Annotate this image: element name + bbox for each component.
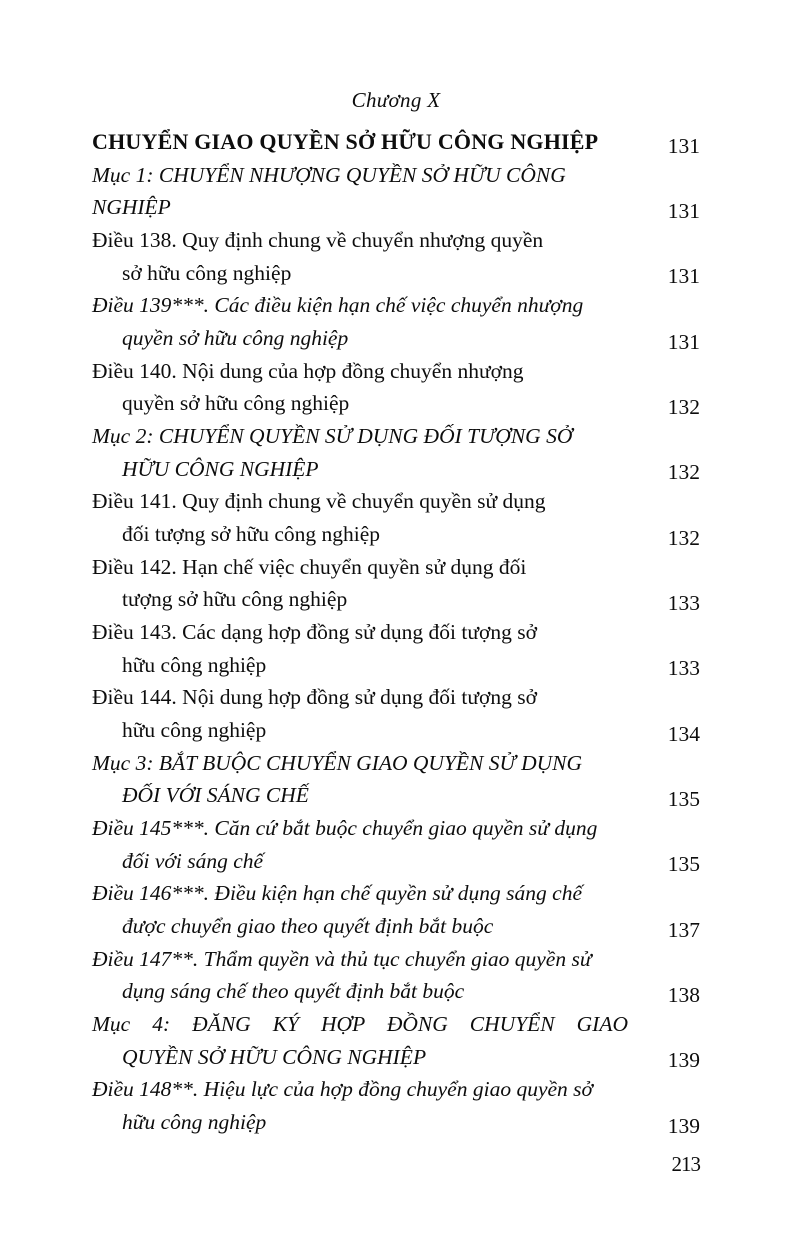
toc-page-number: 135 (667, 787, 700, 812)
toc-row[interactable] (92, 125, 700, 159)
toc-row[interactable] (92, 1008, 700, 1073)
toc-entry-dieu-145 (92, 812, 628, 877)
toc-entry-line: Mục 1: CHUYỂN NHƯỢNG QUYỀN SỞ HỮU CÔNG NGHIỆP (92, 162, 566, 220)
toc-entry-line: Điều 140. Nội dung của hợp đồng chuyển nhượng (92, 358, 524, 383)
page-folio: 213 (671, 1152, 700, 1176)
toc-row[interactable] (92, 1073, 700, 1138)
toc-page-number: 133 (667, 656, 700, 681)
toc-page-number: 139 (667, 1048, 700, 1073)
toc-entry-dieu-139 (92, 289, 628, 354)
toc-entry-dieu-143 (92, 616, 628, 681)
toc-entry-line: Điều 143. Các dạng hợp đồng sử dụng đối tượng sở (92, 620, 537, 645)
toc-page-number: 133 (667, 591, 700, 616)
toc-entry-dieu-138 (92, 224, 628, 289)
toc-row[interactable] (92, 812, 700, 877)
toc-entry-line: ĐỐI VỚI SÁNG CHẾ (122, 783, 309, 808)
toc-entry-line: đối tượng sở hữu công nghiệp (122, 522, 381, 547)
toc-entry-line: Điều 139***. Các điều kiện hạn chế việc chuyển nhượng (92, 293, 584, 318)
toc-entry-dieu-140 (92, 355, 628, 420)
toc-entry-line: Điều 146***. Điều kiện hạn chế quyền sử dụng sáng chế (92, 881, 582, 906)
toc-entry-line: Điều 148**. Hiệu lực của hợp đồng chuyển giao quyền sở (92, 1077, 593, 1102)
toc-row[interactable] (92, 877, 700, 942)
toc-entry-chapter-heading (92, 125, 628, 159)
toc-entry-line: HỮU CÔNG NGHIỆP (122, 456, 319, 481)
toc-entry-line: quyền sở hữu công nghiệp (122, 326, 349, 351)
toc-entry-line: đối với sáng chế (122, 848, 264, 873)
toc-row[interactable] (92, 943, 700, 1008)
toc-page-number: 137 (667, 917, 700, 942)
toc-entry-line: hữu công nghiệp (122, 652, 267, 677)
toc-entry-line: được chuyển giao theo quyết định bắt buộc (122, 914, 494, 939)
toc-page-number: 131 (667, 199, 700, 224)
toc-page-number: 132 (667, 460, 700, 485)
toc-row[interactable] (92, 551, 700, 616)
toc-page-number: 132 (667, 395, 700, 420)
toc-page-number: 134 (667, 721, 700, 746)
toc-table (92, 125, 700, 1139)
toc-page-number: 139 (667, 1113, 700, 1138)
toc-entry-line: Điều 142. Hạn chế việc chuyển quyền sử dụng đối (92, 554, 527, 579)
toc-entry-line: Điều 144. Nội dung hợp đồng sử dụng đối tượng sở (92, 685, 538, 710)
toc-row[interactable] (92, 485, 700, 550)
toc-page-number: 135 (667, 852, 700, 877)
toc-page-number: 138 (667, 983, 700, 1008)
toc-entry-line: Mục 2: CHUYỂN QUYỀN SỬ DỤNG ĐỐI TƯỢNG SỞ (92, 424, 573, 449)
toc-entry-muc-1 (92, 159, 628, 224)
toc-row[interactable] (92, 355, 700, 420)
toc-row[interactable] (92, 159, 700, 224)
toc-row[interactable] (92, 616, 700, 681)
chapter-label: Chương X (351, 88, 441, 112)
toc-entry-muc-4 (92, 1008, 628, 1073)
toc-entry-line: Mục 3: BẮT BUỘC CHUYỂN GIAO QUYỀN SỬ DỤNG (92, 750, 583, 775)
toc-entry-line: QUYỀN SỞ HỮU CÔNG NGHIỆP (122, 1044, 427, 1069)
toc-row[interactable] (92, 747, 700, 812)
toc-entry-dieu-141 (92, 485, 628, 550)
toc-entry-muc-3 (92, 747, 628, 812)
toc-entry-line: Điều 138. Quy định chung về chuyển nhượng quyền (92, 228, 544, 253)
toc-entry-line: CHUYỂN GIAO QUYỀN SỞ HỮU CÔNG NGHIỆP (92, 129, 599, 154)
toc-row[interactable] (92, 420, 700, 485)
toc-entry-muc-2 (92, 420, 628, 485)
toc-entry-line: quyền sở hữu công nghiệp (122, 391, 350, 416)
toc-entry-dieu-146 (92, 877, 628, 942)
toc-page-number: 131 (667, 133, 700, 158)
toc-row[interactable] (92, 289, 700, 354)
toc-entry-line: dụng sáng chế theo quyết định bắt buộc (122, 979, 465, 1004)
toc-entry-line: tượng sở hữu công nghiệp (122, 587, 348, 612)
toc-entry-line: hữu công nghiệp (122, 1110, 267, 1135)
toc-entry-dieu-144 (92, 681, 628, 746)
toc-entry-dieu-142 (92, 551, 628, 616)
toc-entry-line: Điều 145***. Căn cứ bắt buộc chuyển giao quyền sử dụng (92, 816, 598, 841)
toc-entry-dieu-148 (92, 1073, 628, 1138)
toc-page-number: 132 (667, 525, 700, 550)
toc-row[interactable] (92, 224, 700, 289)
toc-entry-line: Mục 4: ĐĂNG KÝ HỢP ĐỒNG CHUYỂN GIAO (92, 1012, 628, 1037)
toc-page-number: 131 (667, 329, 700, 354)
toc-row[interactable] (92, 681, 700, 746)
toc-page-number: 131 (667, 264, 700, 289)
toc-entry-line: sở hữu công nghiệp (122, 260, 292, 285)
toc-entry-line: hữu công nghiệp (122, 718, 267, 743)
toc-entry-line: Điều 141. Quy định chung về chuyển quyền sử dụng (92, 489, 546, 514)
toc-entry-line: Điều 147**. Thẩm quyền và thủ tục chuyển giao quyền sử (92, 946, 592, 971)
toc-entry-dieu-147 (92, 943, 628, 1008)
